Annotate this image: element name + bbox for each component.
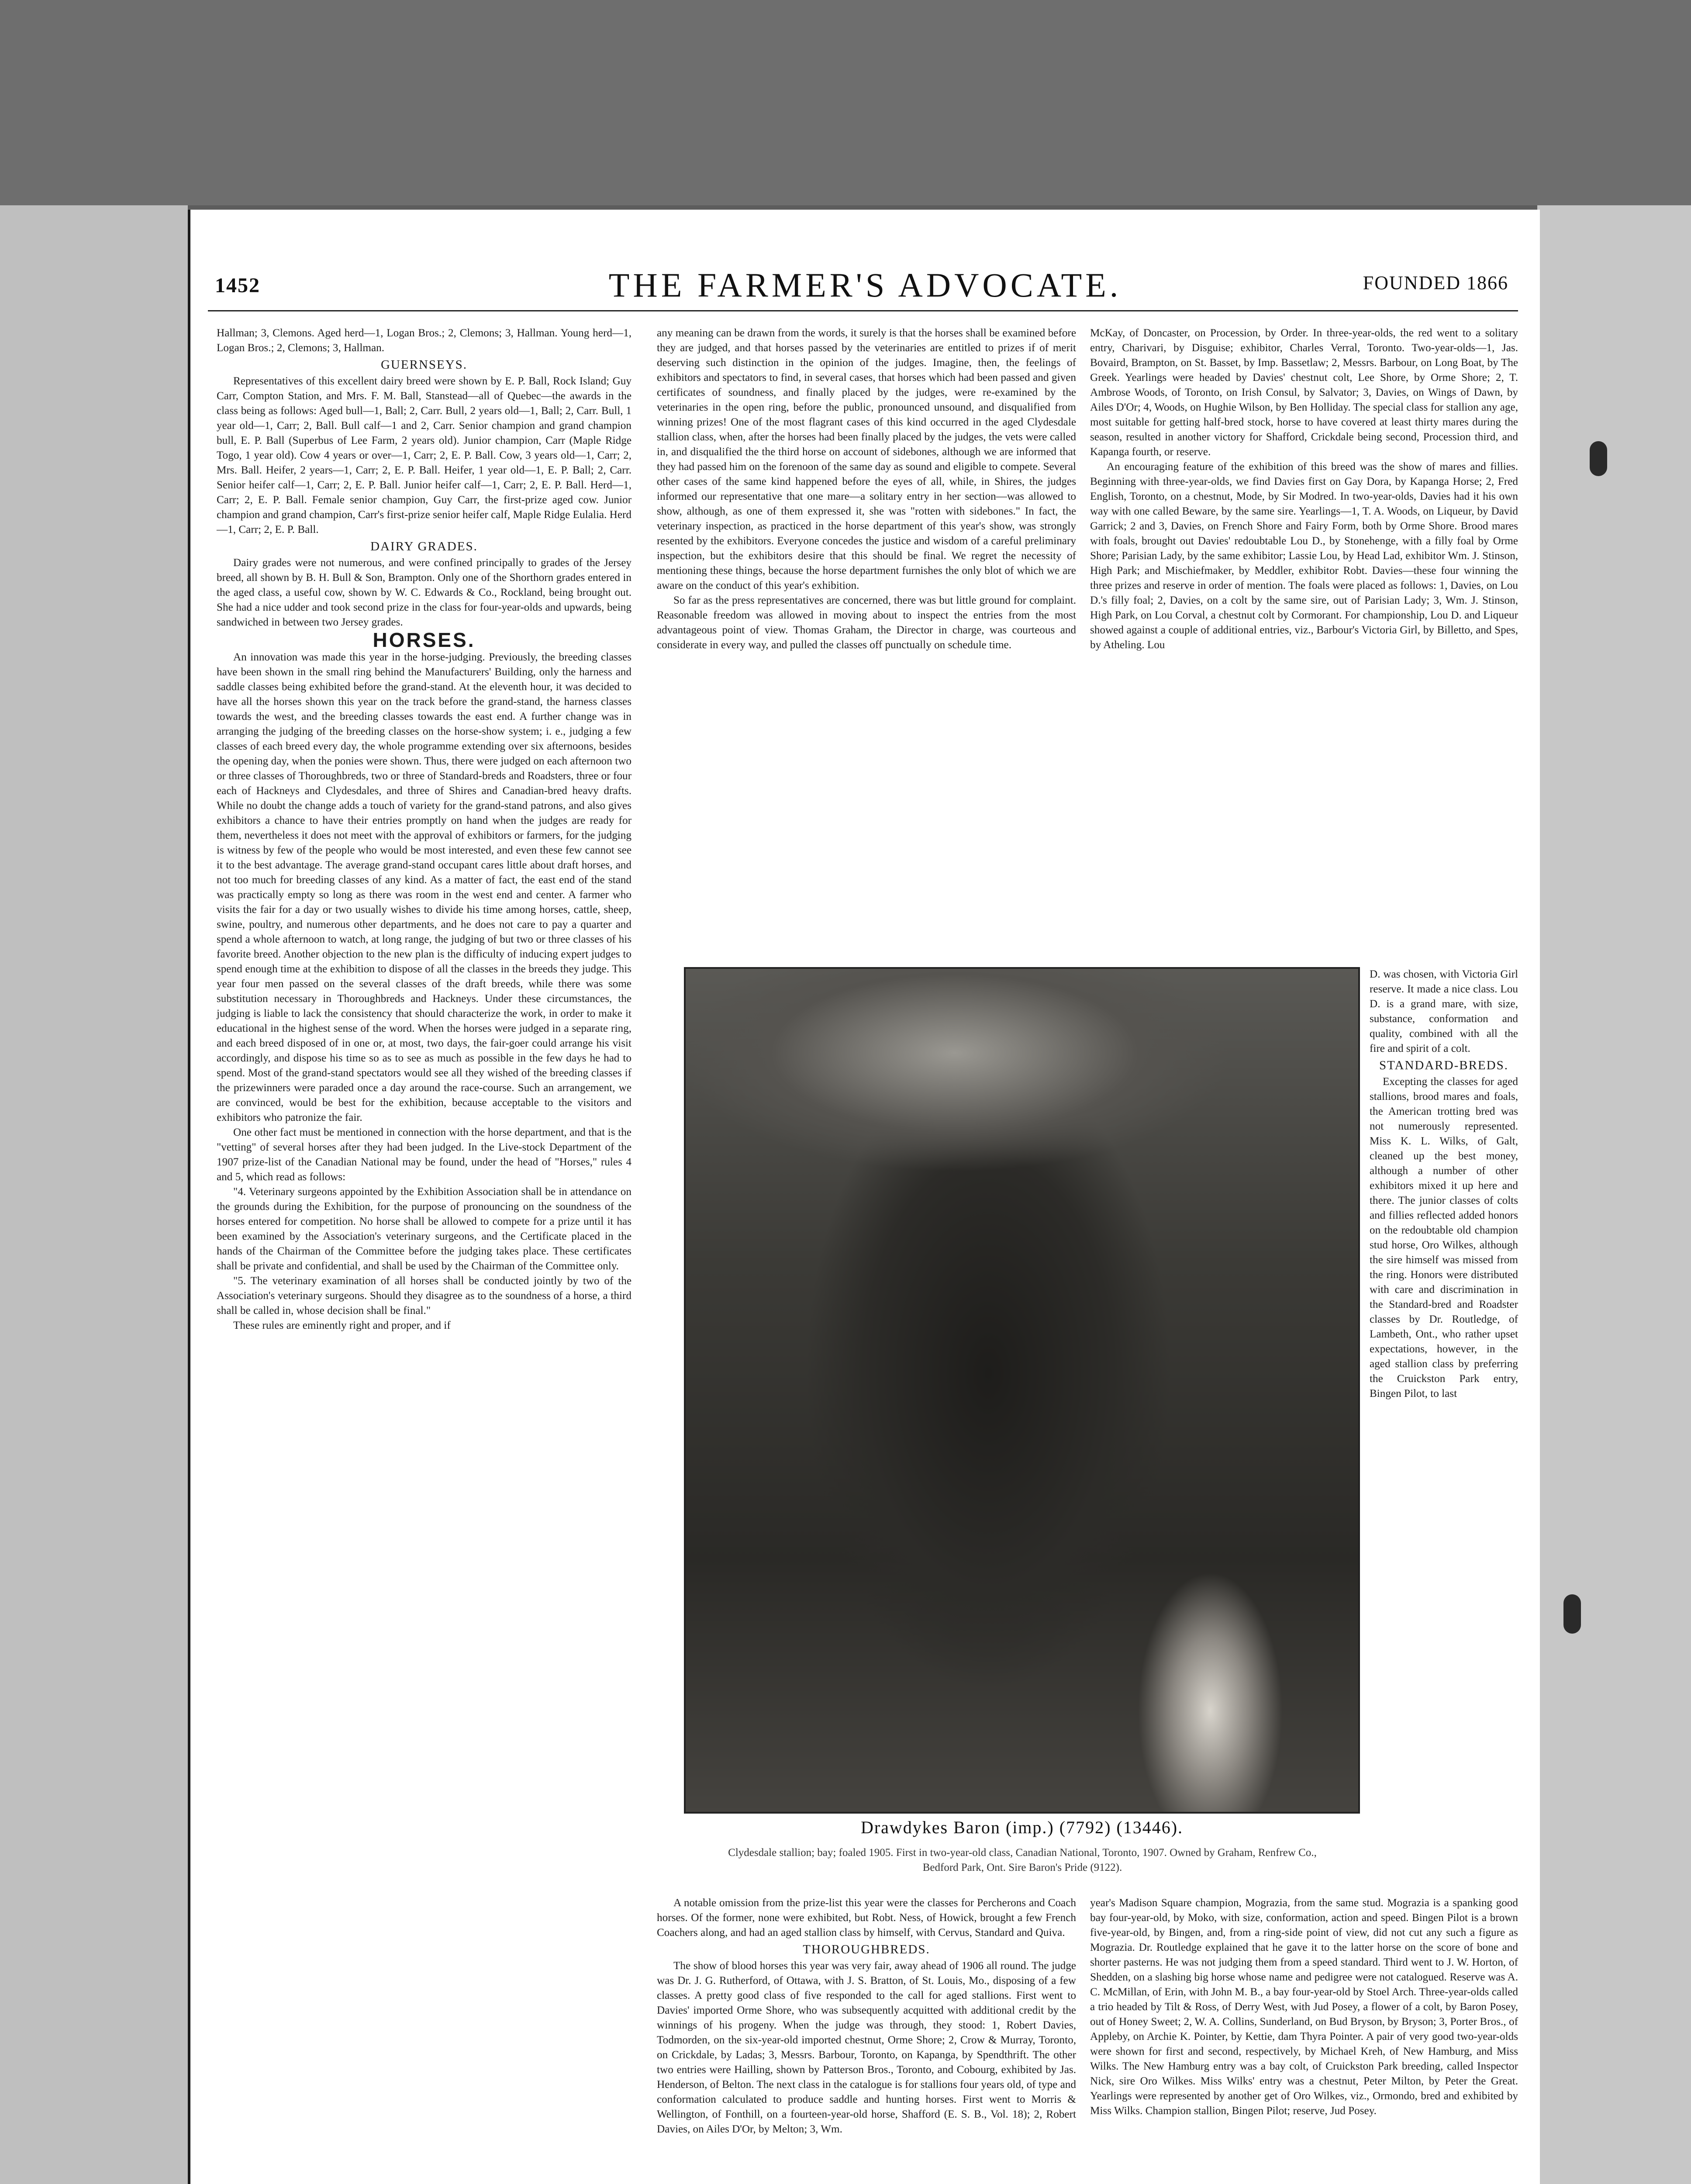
paragraph: D. was chosen, with Victoria Girl reserve. It made a nice class. Lou D. is a grand mare, with size, substance, conformation and quality, combined with all the fire and spirit of a colt.: [1370, 968, 1518, 1054]
scan-left-margin: [0, 205, 188, 2184]
section-heading-horses: HORSES.: [373, 629, 476, 651]
section-heading-standard-breds: STANDARD-BREDS.: [1379, 1058, 1508, 1072]
paragraph: These rules are eminently right and proper, and if: [233, 1320, 451, 1331]
horse-photograph: [684, 967, 1360, 1814]
paragraph: "4. Veterinary surgeons appointed by the Exhibition Association shall be in attendance on the grounds during the Exhibition, for the purpose of pronouncing on the soundness of the horses entered for competition. No horse shall be allowed to compete for a prize until it has been examined by the Association's veterinary surgeons, and the Certificate placed in the hands of the Chairman of the Committee before the judging takes place. These certificates shall be private and confidential, and shall be used by the Chairman of the Committee only.: [217, 1186, 632, 1272]
page-header: [190, 210, 1540, 304]
photo-caption-title: Drawdykes Baron (imp.) (7792) (13446).: [860, 1818, 1184, 1837]
paragraph: any meaning can be drawn from the words, it surely is that the horses shall be examined before they are judged, and that horses passed by the veterinaries are entitled to prizes if of merit deserving such distinction in the opinion of the judges. Imagine, then, the feelings of exhibitors and spectators to find, in several cases, that horses which had been passed and given certificates of soundness, and finally placed by the judges, were re-examined by the veterinaries in the open ring, before the public, pronounced unsound, and disqualified from winning prizes! One of the most flagrant cases of this kind occurred in the aged Clydesdale stallion class, when, after the horses had been finally placed by the judges, the vets were called in, and disqualified the the third horse on account of sidebones, although we are informed that they had passed him on the forenoon of the same day as sound and eligible to compete. Several other cases of the same kind happened before the eyes of all, while, in Shires, the judges informed our representative that one mare—a solitary entry in her section—was allowed to show, although, as one of them expressed it, she was "rotten with sidebones." In fact, the veterinary inspection, as practiced in the horse department of this year's show, was strongly resented by the exhibitors. Everyone concedes the justice and wisdom of a careful preliminary inspection, but the exhibitors desire that this should be final. We regret the necessity of mentioning these things, because the horse department furnishes the only blot of which we are aware on the conduct of this year's exhibition.: [657, 327, 1076, 591]
column-3-narrow: [1370, 967, 1518, 1401]
scan-top-background: [0, 0, 1691, 205]
paragraph: An encouraging feature of the exhibition of this breed was the show of mares and fillies. Beginning with three-year-olds, we find Davies first on Gay Dora, by Kapanga Horse; 2, Fred English, Toronto, on a chestnut, Mode, by Sir Modred. In two-year-olds, Davies had it his own way with one called Beware, by the same sire. Yearlings—1, T. A. Woods, on Liqueur, by David Garrick; 2 and 3, Davies, on French Shore and Fairy Form, both by Orme Shore. Brood mares with foals, brought out Davies' redoubtable Lou D., by Stonehenge, with a filly foal by Orme Shore; Parisian Lady, by the same exhibitor; Lassie Lou, by Head Lad, exhibitor Wm. J. Stinson, High Park; and Mischiefmaker, by Meddler, exhibitor Robt. Davies—these four winning the three prizes and reserve in order of mention. The foals were placed as follows: 1, Davies, on Lou D.'s filly foal; 2, Davies, on a colt by the same sire, out of Parisian Lady; 3, Wm. J. Stinson, High Park, on Lou Corval, a chestnut colt by Cormorant. For championship, Lou D. and Liqueur showed against a couple of additional entries, viz., Barbour's Victoria Girl, by Billetto, and Spes, by Atheling. Lou: [1090, 461, 1518, 651]
paragraph: year's Madison Square champion, Mograzia, from the same stud. Mograzia is a spanking good bay four-year-old, by Moko, with size, conformation, action and speed. Bingen Pilot is a brown five-year-old, by Bingen, and, from a ring-side point of view, did not cut any such a figure as Mograzia. Dr. Routledge explained that he gave it to the latter horse on the score of bone and shorter pasterns. He was not judging them from a speed standard. Third went to J. W. Horton, of Shedden, on a slashing big horse whose name and pedigree were not catalogued. Reserve was A. C. McMillan, of Erin, with John M. B., a bay four-year-old by Stoel Arch. Three-year-olds called a trio headed by Tilt & Ross, of Derry West, with Jud Posey, a flower of a colt, by Baron Posey, out of Honey Sweet; 2, W. A. Collins, Sunderland, on Bud Bryson, by Bryson; 3, Porter Bros., of Appleby, on Archie K. Pointer, by Kettie, dam Thyra Pointer. A pair of very good two-year-olds were shown for first and second, respectively, by Michael Kreh, of New Hamburg, and Miss Wilks. The New Hamburg entry was a bay colt, of Cruickston Park breeding, called Inspector Nick, sire Oro Wilkes. Miss Wilks' entry was a chestnut, Peter Milton, by Peter the Great. Yearlings were represented by another get of Oro Wilkes, viz., Ormondo, bred and exhibited by Miss Wilks. Champion stallion, Bingen Pilot; reserve, Jud Posey.: [1090, 1897, 1518, 2117]
scan-blemish: [1590, 441, 1607, 476]
scan-right-margin: [1537, 205, 1691, 2184]
paragraph: Representatives of this excellent dairy breed were shown by E. P. Ball, Rock Island; Guy Carr, Compton Station, and Mrs. F. M. Ball, Stanstead—all of Quebec—the awards in the class being as follows: Aged bull—1, Ball; 2, Carr. Bull, 2 years old—1, Ball; 2, Carr. Bull, 1 year old—1, Carr; 2, Ball. Bull calf—1 and 2, Carr. Senior champion and grand champion bull, E. P. Ball (Superbus of Lee Farm, 2 years old). Junior champion, Carr (Maple Ridge Togo, 1 year old). Cow 4 years or over—1, Carr; 2, E. P. Ball. Cow, 3 years old—1, Carr; 2, Mrs. Ball. Heifer, 2 years—1, Carr; 2, E. P. Ball. Heifer, 1 year old—1, E. P. Ball; 2, Carr. Senior heifer calf—1, Carr; 2, E. P. Ball. Junior heifer calf—1, Carr; 2, E. P. Ball. Herd—1, Carr; 2, E. P. Ball. Female senior champion, Guy Carr, the first-prize aged cow. Junior champion and grand champion, Carr's first-prize senior heifer calf, Maple Ridge Eulalia. Herd—1, Carr; 2, E. P. Ball.: [217, 375, 632, 536]
column-1: [217, 326, 632, 1333]
paragraph: Excepting the classes for aged stallions, brood mares and foals, the American trotting bred was not numerously represented. Miss K. L. Wilks, of Galt, cleaned up the best money, although a number of other exhibitors mixed it up here and there. The junior classes of colts and fillies reflected added honors on the redoubtable old champion stud horse, Oro Wilkes, although the sire himself was missed from the ring. Honors were distributed with care and discrimination in the Standard-bred and Roadster classes by Dr. Routledge, of Lambeth, Ont., who rather upset expectations, however, in the aged stallion class by preferring the Cruickston Park entry, Bingen Pilot, to last: [1370, 1076, 1518, 1400]
paragraph: One other fact must be mentioned in connection with the horse department, and that is the "vetting" of several horses after they had been judged. In the Live-stock Department of the 1907 prize-list of the Canadian National may be found, under the head of "Horses," rules 4 and 5, which read as follows:: [217, 1127, 632, 1183]
founded-year: FOUNDED 1866: [1363, 272, 1508, 294]
scan-blemish: [1563, 1594, 1581, 1634]
paragraph: Dairy grades were not numerous, and were confined principally to grades of the Jersey breed, all shown by B. H. Bull & Son, Brampton. Only one of the Shorthorn grades entered in the aged class, a useful cow, shown by W. C. Edwards & Co., Rockland, being brought out. She had a nice udder and took second prize in the class for four-year-olds and upwards, being sandwiched in between two Jersey grades.: [217, 557, 632, 628]
page-number: 1452: [215, 274, 260, 297]
section-heading-guernseys: GUERNSEYS.: [380, 358, 468, 372]
photo-caption-text: Clydesdale stallion; bay; foaled 1905. First in two-year-old class, Canadian National, Toronto, 1907. Owned by Graham, Renfrew Co., Bedford Park, Ont. Sire Baron's Pride (9122).: [728, 1847, 1317, 1873]
paragraph: So far as the press representatives are concerned, there was but little ground for complaint. Reasonable freedom was allowed in moving about to inspect the entries from the most advantageous point of view. Thomas Graham, the Director in charge, was courteous and considerate in every way, and pulled the classes off punctually on schedule time.: [657, 594, 1076, 651]
section-heading-dairy-grades: DAIRY GRADES.: [370, 539, 478, 553]
paragraph: An innovation was made this year in the horse-judging. Previously, the breeding classes have been shown in the small ring behind the Manufacturers' Building, only the harness and saddle classes being exhibited before the grand-stand. At the eleventh hour, it was decided to have all the horses shown this year on the track before the grand-stand, the harness classes towards the west, and the breeding classes towards the east end. A further change was in arranging the judging of the breeding classes on the horse-show system; i. e., judging a few classes of each breed every day, the whole programme extending over six afternoons, besides the opening day, when the ponies were shown. Thus, there were judged on each afternoon two or three classes of Thoroughbreds, two or three of Standard-breds and Roadsters, three or four each of Hackneys and Clydesdales, and three of Shires and Canadian-bred heavy drafts. While no doubt the change adds a touch of variety for the grand-stand patrons, and also gives exhibitors a chance to have their entries promptly on hand when the judges are ready for them, nevertheless it does not meet with the approval of exhibitors or farmers, for the judging is witness by few of the people who would be most interested, and even these few cannot see it to the best advantage. The average grand-stand occupant cares little about draft horses, and not too much for breeding classes of any kind. As a matter of fact, the east end of the stand was practically empty so long as there was room in the west end and center. A farmer who visits the fair for a day or two usually wishes to divide his time among horses, cattle, sheep, swine, poultry, and numerous other departments, and he does not care to pay a quarter and spend a whole afternoon to watch, at long range, the judging of but two or three classes of his favorite breed. Another objection to the new plan is the difficulty of inducing expert judges to spend enough time at the exhibition to dispose of all the classes in the breeds they judge. This year four men passed on the several classes of the draft breeds, while there was some substitution necessary in Thoroughbreds and Hackneys. Under these circumstances, the judging is liable to lack the consistency that should characterize the work, in order to make it educational in the highest sense of the word. When the horses were judged in a separate ring, and each breed disposed of in one or, at most, two days, the fair-goer could arrange his visit accordingly, and dispose his time so as to see as much as possible in the few days he had to spend. Most of the grand-stand spectators would see all they wished of the breeding classes if the prizewinners were paraded once a day around the race-course. Such an arrangement, we are convinced, would be best for the exhibition, because acceptable to the visitors and exhibitors who patronize the fair.: [217, 651, 632, 1123]
paragraph: "5. The veterinary examination of all horses shall be conducted jointly by two of the Association's veterinary surgeons. Should they disagree as to the soundness of a horse, a third shall be called in, whose decision shall be final.": [217, 1275, 632, 1317]
masthead-title: THE FARMER'S ADVOCATE.: [608, 266, 1122, 304]
column-3-bottom: [1090, 1896, 1518, 2118]
header-rule: [208, 310, 1518, 311]
paragraph: McKay, of Doncaster, on Procession, by Order. In three-year-olds, the red went to a solitary entry, Charivari, by Disguise; exhibitor, Charles Verral, Toronto. Two-year-olds—1, Jas. Bovaird, Brampton, on St. Basset, by Imp. Bassetlaw; 2, Messrs. Barbour, on Long Boat, by The Greek. Yearlings were headed by Davies' chestnut colt, Lee Shore, by Orme Shore; 2, T. Ambrose Woods, of Toronto, on Irish Consul, by Salvator; 3, Davies, on Wings of Dawn, by Ailes D'Or; 4, Woods, on Hughie Wilson, by Ben Holliday. The special class for stallion any age, most suitable for getting half-bred stock, horse to have covered at least thirty mares during the season, resulted in another victory for Shafford, Crickdale being second, Procession third, and Kapanga fourth, or reserve.: [1090, 327, 1518, 458]
column-3-top: [1090, 326, 1518, 653]
newspaper-page: [188, 210, 1540, 2184]
paragraph: A notable omission from the prize-list this year were the classes for Percherons and Coach horses. Of the former, none were exhibited, but Robt. Ness, of Howick, brought a few French Coachers along, and had an aged stallion class by himself, with Cervus, Standard and Quiva.: [657, 1897, 1076, 1939]
paragraph: The show of blood horses this year was very fair, away ahead of 1906 all round. The judge was Dr. J. G. Rutherford, of Ottawa, with J. S. Bratton, of St. Louis, Mo., disposing of a few classes. A pretty good class of five responded to the call for aged stallions. First went to Davies' imported Orme Shore, who was subsequently acquitted with additional credit by the winnings of his progeny. When the judge was through, they stood: 1, Robert Davies, Todmorden, on the six-year-old imported chestnut, Orme Shore; 2, Crow & Murray, Toronto, on Crickdale, by Ladas; 3, Messrs. Barbour, Toronto, on Kapanga, by Spendthrift. The other two entries were Hailling, shown by Patterson Bros., Toronto, and Cobourg, exhibited by Jas. Henderson, of Belton. The next class in the catalogue is for stallions four years old, of type and conformation calculated to produce saddle and hunting horses. First went to Morris & Wellington, of Fonthill, on a fourteen-year-old horse, Shafford (E. S. B., Vol. 18); 2, Robert Davies, on Ailes D'Or, by Melton; 3, Wm.: [657, 1960, 1076, 2135]
column-2-bottom: [657, 1896, 1076, 2137]
paragraph: Hallman; 3, Clemons. Aged herd—1, Logan Bros.; 2, Clemons; 3, Hallman. Young herd—1, Logan Bros.; 2, Clemons; 3, Hallman.: [217, 327, 632, 354]
section-heading-thoroughbreds: THOROUGHBREDS.: [803, 1942, 930, 1956]
